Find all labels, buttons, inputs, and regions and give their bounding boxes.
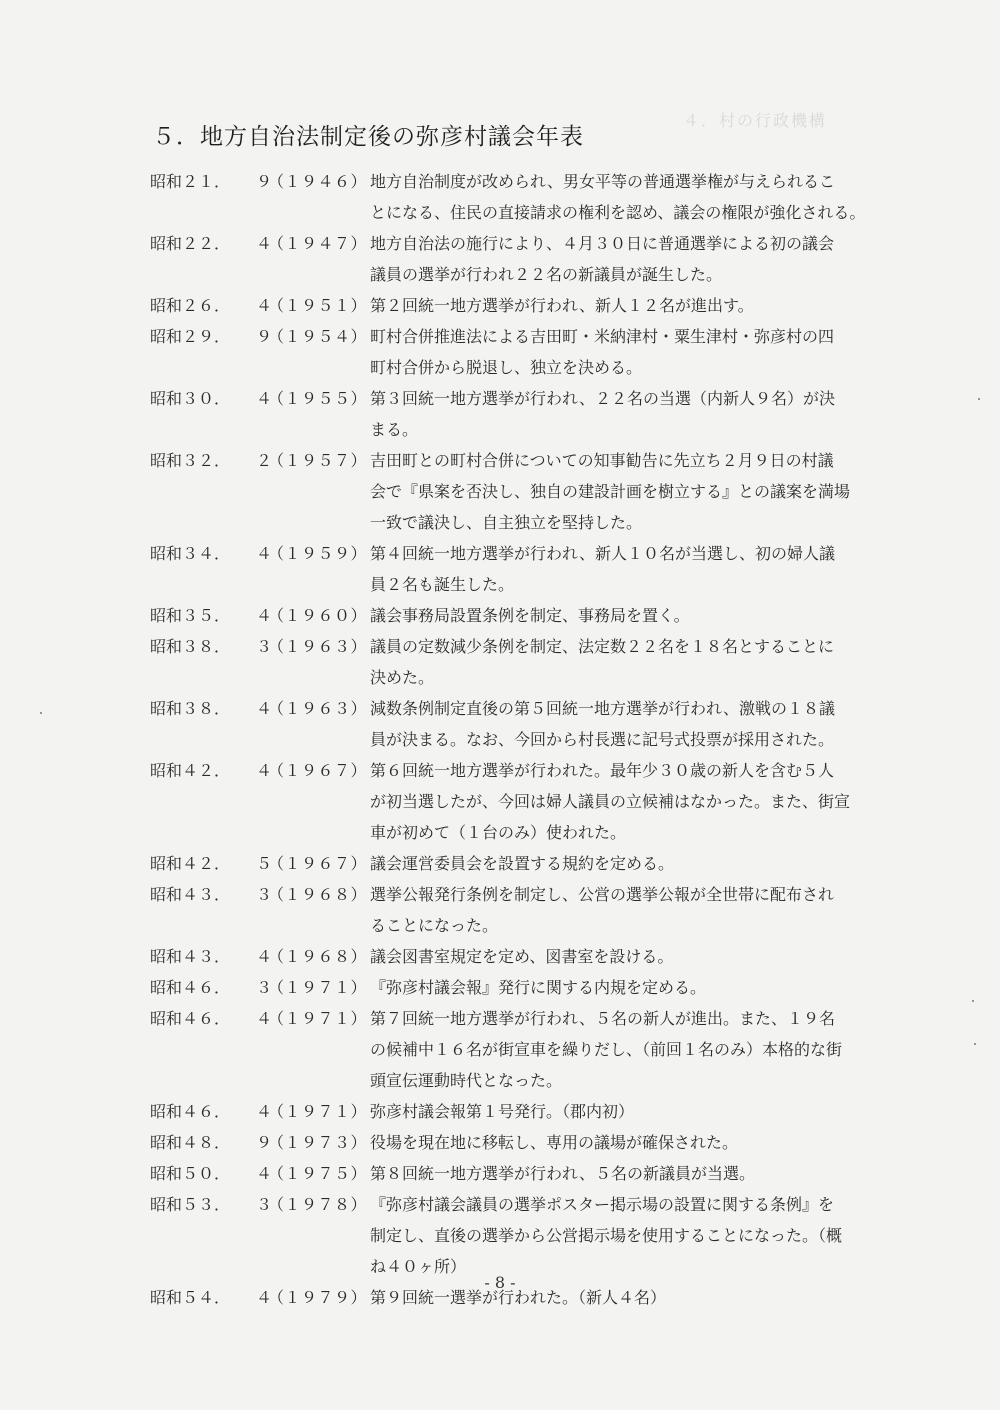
chronology-table (0, 166, 1000, 1313)
entry-description (370, 228, 885, 290)
entry-month: ４ (256, 1102, 273, 1121)
entry-month: ４ (256, 1288, 273, 1307)
entry-month: ５ (256, 854, 273, 873)
entry-month: ４ (256, 296, 273, 315)
description-line: 役場を現在地に移転し、専用の議場が確保された。 (370, 1133, 739, 1152)
entry-western-year: （１９７３） (268, 1133, 368, 1152)
description-line: 議会運営委員会を設置する規約を定める。 (370, 854, 675, 873)
entry-description (370, 1189, 885, 1282)
entry-era-year: 昭和２６． (150, 296, 231, 315)
entry-description (370, 1158, 885, 1189)
entry-era-year: 昭和２２． (150, 234, 231, 253)
description-line: 会で『県案を否決し、独自の建設計画を樹立する』との議案を満場 (370, 482, 851, 501)
timeline-entry (0, 693, 1000, 755)
entry-era-year: 昭和４３． (150, 885, 231, 904)
entry-era-year: 昭和４８． (150, 1133, 231, 1152)
entry-era-year: 昭和４６． (150, 978, 231, 997)
description-line: 員が決まる。なお、今回から村長選に記号式投票が採用された。 (370, 730, 835, 749)
description-line: 選挙公報発行条例を制定し、公営の選挙公報が全世帯に配布され (370, 885, 835, 904)
entry-month: ９ (256, 172, 273, 191)
entry-description (370, 631, 885, 693)
timeline-entry (0, 879, 1000, 941)
description-line: 議会事務局設置条例を制定、事務局を置く。 (370, 606, 690, 625)
description-line: 第９回統一選挙が行われた。（新人４名） (370, 1288, 667, 1307)
timeline-entry (0, 755, 1000, 848)
entry-era-year: 昭和４２． (150, 854, 231, 873)
entry-description (370, 290, 885, 321)
description-line: 第２回統一地方選挙が行われ、新人１２名が進出す。 (370, 296, 754, 315)
entry-western-year: （１９４６） (268, 172, 368, 191)
description-line: 減数条例制定直後の第５回統一地方選挙が行われ、激戦の１８議 (370, 699, 835, 718)
entry-month: ４ (256, 389, 273, 408)
description-line: 一致で議決し、自主独立を堅持した。 (370, 513, 643, 532)
entry-description (370, 383, 885, 445)
entry-era-year: 昭和４６． (150, 1102, 231, 1121)
timeline-entry (0, 631, 1000, 693)
page-title: ５．地方自治法制定後の弥彦村議会年表 (152, 124, 584, 150)
description-line: が初当選したが、今回は婦人議員の立候補はなかった。また、街宣 (370, 792, 851, 811)
description-line: ることになった。 (370, 916, 499, 935)
entry-month: ４ (256, 699, 273, 718)
entry-description (370, 848, 885, 879)
entry-western-year: （１９６８） (268, 885, 368, 904)
description-line: 『弥彦村議会議員の選挙ポスター掲示場の設置に関する条例』を (370, 1195, 835, 1214)
entry-western-year: （１９５９） (268, 544, 368, 563)
description-line: 第７回統一地方選挙が行われ、５名の新人が進出。また、１９名 (370, 1009, 835, 1028)
entry-month: ９ (256, 327, 273, 346)
entry-western-year: （１９６０） (268, 606, 368, 625)
description-line: 車が初めて（１台のみ）使われた。 (370, 823, 627, 842)
entry-western-year: （１９５４） (268, 327, 368, 346)
entry-western-year: （１９５７） (268, 451, 368, 470)
scan-speck (972, 1000, 974, 1002)
entry-era-year: 昭和３４． (150, 544, 231, 563)
description-line: 地方自治法の施行により、４月３０日に普通選挙による初の議会 (370, 234, 835, 253)
entry-month: ２ (256, 451, 273, 470)
entry-description (370, 755, 885, 848)
entry-era-year: 昭和２１． (150, 172, 231, 191)
entry-western-year: （１９４７） (268, 234, 368, 253)
timeline-entry (0, 538, 1000, 600)
entry-month: ４ (256, 761, 273, 780)
entry-description (370, 538, 885, 600)
entry-description (370, 166, 885, 228)
timeline-entry (0, 1003, 1000, 1096)
bleed-through-text: ４．村の行政機構 (683, 111, 828, 130)
entry-era-year: 昭和５０． (150, 1164, 231, 1183)
timeline-entry (0, 848, 1000, 879)
entry-western-year: （１９６７） (268, 854, 368, 873)
entry-description (370, 1096, 885, 1127)
description-line: 地方自治制度が改められ、男女平等の普通選挙権が与えられるこ (370, 172, 835, 191)
description-line: 『弥彦村議会報』発行に関する内規を定める。 (370, 978, 707, 997)
timeline-entry (0, 166, 1000, 228)
entry-western-year: （１９６７） (268, 761, 368, 780)
description-line: 議会図書室規定を定め、図書室を設ける。 (370, 947, 674, 966)
scan-speck (978, 398, 980, 400)
description-line: 第８回統一地方選挙が行われ、５名の新議員が当選。 (370, 1164, 755, 1183)
timeline-entry (0, 941, 1000, 972)
entry-description (370, 600, 885, 631)
timeline-entry (0, 600, 1000, 631)
entry-era-year: 昭和４２． (150, 761, 231, 780)
entry-description (370, 1127, 885, 1158)
timeline-entry (0, 972, 1000, 1003)
entry-western-year: （１９６３） (268, 699, 368, 718)
entry-western-year: （１９７１） (268, 978, 368, 997)
description-line: 議員の定数減少条例を制定、法定数２２名を１８名とすることに (370, 637, 835, 656)
entry-western-year: （１９６８） (268, 947, 368, 966)
entry-month: ３ (256, 637, 273, 656)
entry-month: ４ (256, 234, 273, 253)
entry-month: ４ (256, 1009, 273, 1028)
entry-western-year: （１９６３） (268, 637, 368, 656)
description-line: 弥彦村議会報第１号発行。（郡内初） (370, 1102, 635, 1121)
description-line: 第６回統一地方選挙が行われた。最年少３０歳の新人を含む５人 (370, 761, 835, 780)
entry-month: ４ (256, 1164, 273, 1183)
timeline-entry (0, 1158, 1000, 1189)
description-line: 制定し、直後の選挙から公営掲示場を使用することになった。（概 (370, 1226, 843, 1245)
entry-western-year: （１９７１） (268, 1102, 368, 1121)
entry-month: ４ (256, 606, 273, 625)
description-line: 議員の選挙が行われ２２名の新議員が誕生した。 (370, 265, 723, 284)
entry-description (370, 693, 885, 755)
scan-speck (974, 1043, 976, 1045)
timeline-entry (0, 228, 1000, 290)
description-line: とになる、住民の直接請求の権利を認め、議会の権限が強化される。 (370, 203, 866, 222)
timeline-entry (0, 321, 1000, 383)
entry-western-year: （１９７９） (268, 1288, 368, 1307)
description-line: 決めた。 (370, 668, 435, 687)
timeline-entry (0, 1096, 1000, 1127)
description-line: 町村合併から脱退し、独立を決める。 (370, 358, 643, 377)
description-line: 第３回統一地方選挙が行われ、２２名の当選（内新人９名）が決 (370, 389, 835, 408)
entry-era-year: 昭和３８． (150, 637, 231, 656)
entry-description (370, 445, 885, 538)
timeline-entry (0, 383, 1000, 445)
entry-western-year: （１９７８） (268, 1195, 368, 1214)
entry-era-year: 昭和２９． (150, 327, 231, 346)
entry-month: ３ (256, 978, 273, 997)
entry-western-year: （１９７５） (268, 1164, 368, 1183)
entry-era-year: 昭和３０． (150, 389, 231, 408)
page-number: - 8 - (484, 1273, 516, 1292)
description-line: 吉田町との町村合併についての知事勧告に先立ち２月９日の村議 (370, 451, 834, 470)
entry-description (370, 879, 885, 941)
description-line: の候補中１６名が街宣車を繰りだし、（前回１名のみ）本格的な街 (370, 1040, 843, 1059)
timeline-entry (0, 445, 1000, 538)
entry-month: ４ (256, 947, 273, 966)
entry-month: ９ (256, 1133, 273, 1152)
entry-western-year: （１９５５） (268, 389, 368, 408)
description-line: まる。 (370, 420, 419, 439)
scan-speck (40, 712, 42, 714)
entry-month: ３ (256, 885, 273, 904)
timeline-entry (0, 1189, 1000, 1282)
entry-era-year: 昭和３５． (150, 606, 231, 625)
description-line: 員２名も誕生した。 (370, 575, 515, 594)
entry-era-year: 昭和３８． (150, 699, 231, 718)
description-line: 第４回統一地方選挙が行われ、新人１０名が当選し、初の婦人議 (370, 544, 835, 563)
entry-era-year: 昭和４３． (150, 947, 231, 966)
entry-western-year: （１９７１） (268, 1009, 368, 1028)
description-line: 頭宣伝運動時代となった。 (370, 1071, 563, 1090)
entry-era-year: 昭和５４． (150, 1288, 231, 1307)
entry-description (370, 321, 885, 383)
entry-month: ３ (256, 1195, 273, 1214)
timeline-entry (0, 290, 1000, 321)
entry-era-year: 昭和５３． (150, 1195, 231, 1214)
entry-western-year: （１９５１） (268, 296, 368, 315)
entry-description (370, 972, 885, 1003)
entry-era-year: 昭和４６． (150, 1009, 231, 1028)
entry-description (370, 1003, 885, 1096)
entry-description (370, 941, 885, 972)
description-line: 町村合併推進法による吉田町・米納津村・粟生津村・弥彦村の四 (370, 327, 835, 346)
entry-month: ４ (256, 544, 273, 563)
entry-era-year: 昭和３２． (150, 451, 231, 470)
description-line: ね４０ヶ所） (370, 1257, 467, 1276)
timeline-entry (0, 1127, 1000, 1158)
